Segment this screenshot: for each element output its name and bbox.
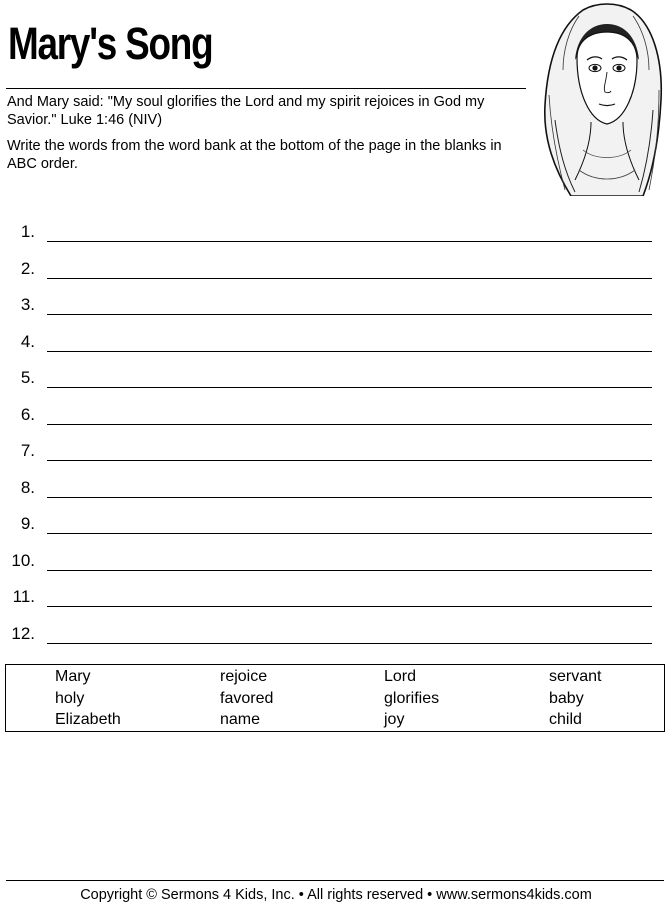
blank-row [0, 510, 672, 540]
word-bank-word: servant [549, 668, 602, 685]
footer-divider [6, 880, 664, 881]
answer-blank-line[interactable] [47, 533, 652, 534]
answer-blank-line[interactable] [47, 241, 652, 242]
word-bank-word: name [220, 711, 261, 728]
word-bank-word: joy [384, 711, 405, 728]
word-bank-word: glorifies [384, 690, 440, 707]
answer-blank-line[interactable] [47, 314, 652, 315]
blank-row [0, 328, 672, 358]
answer-blank-line[interactable] [47, 387, 652, 388]
answer-blank-line[interactable] [47, 497, 652, 498]
answer-blank-line[interactable] [47, 606, 652, 607]
answer-blank-line[interactable] [47, 570, 652, 571]
blank-number: 10. [11, 550, 35, 570]
blank-number: 3. [20, 295, 35, 314]
blank-row [0, 474, 672, 504]
blank-row [0, 583, 672, 613]
blank-number: 1. [20, 222, 35, 241]
blank-number: 5. [20, 368, 35, 387]
page-title: Mary's Song [8, 18, 213, 69]
word-bank-word: holy [55, 690, 85, 707]
answer-blank-line[interactable] [47, 351, 652, 352]
blank-row [0, 291, 672, 321]
word-bank-word: Lord [384, 668, 417, 685]
word-bank-word: Elizabeth [55, 711, 121, 728]
blank-number: 2. [20, 258, 35, 278]
blank-row [0, 218, 672, 248]
blank-number: 4. [20, 331, 35, 351]
blank-number: 11. [12, 587, 35, 606]
answer-blank-line[interactable] [47, 278, 652, 279]
blank-number: 9. [20, 514, 35, 533]
copyright-footer: Copyright © Sermons 4 Kids, Inc. • All rights reserved • www.sermons4kids.com [80, 887, 592, 903]
scripture-verse: And Mary said: "My soul glorifies the Lord and my spirit rejoices in God my Savior." Luke 1:46 (NIV) [7, 94, 485, 128]
title-divider [6, 88, 526, 89]
blank-row [0, 364, 672, 394]
blank-row [0, 547, 672, 577]
word-bank-word: favored [220, 690, 274, 707]
word-bank-word: rejoice [220, 668, 268, 685]
blank-row [0, 255, 672, 285]
word-bank-word: baby [549, 690, 584, 707]
answer-blank-line[interactable] [47, 643, 652, 644]
blank-row [0, 620, 672, 650]
answer-blank-line[interactable] [47, 424, 652, 425]
blank-row [0, 437, 672, 467]
mary-portrait-icon [535, 0, 667, 196]
blank-number: 12. [11, 623, 35, 643]
instructions: Write the words from the word bank at the bottom of the page in the blanks in ABC order. [7, 138, 502, 172]
word-bank [5, 664, 665, 732]
answer-blank-line[interactable] [47, 460, 652, 461]
blank-number: 7. [20, 441, 35, 460]
word-bank-word: Mary [55, 668, 91, 685]
blank-number: 8. [20, 477, 35, 497]
blank-number: 6. [20, 404, 35, 424]
blank-row [0, 401, 672, 431]
word-bank-word: child [549, 711, 582, 728]
